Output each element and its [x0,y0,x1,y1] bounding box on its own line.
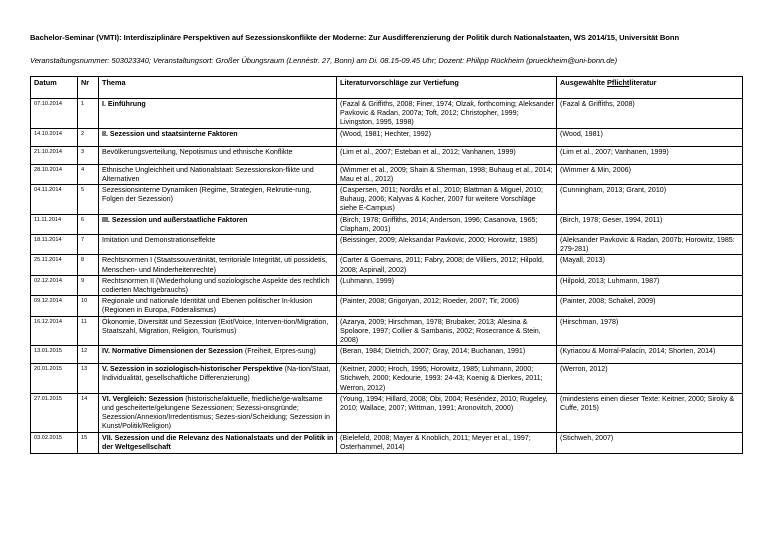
column-header-nr: Nr [78,77,99,99]
date-cell: 09.12.2014 [31,296,78,316]
literature-cell: (Bielefeld, 2008; Mayer & Knoblich, 2011; Meyer et al., 1997; Osterhammel, 2014) [337,432,557,453]
topic-text: Regionale und nationale Identität und Ebenen politischer In-klusion (Regionen in Europa, Föderalismus) [102,297,313,315]
header-text-underlined: Pflicht [607,78,630,87]
required-reading-cell: (Aleksander Pavkovic & Radan, 2007b; Horowitz, 1985: 279-281) [557,235,743,255]
required-reading-cell: (Hirschman, 1978) [557,316,743,346]
topic-text: Ökonomie, Diversität und Sezession (Exit/Voice, Interven-tion/Migration, Staatszahl, Migration, Religion, Tourismus) [102,317,329,335]
date-cell: 16.12.2014 [31,316,78,346]
topic-cell [99,346,337,364]
date-cell: 14.10.2014 [31,128,78,146]
required-reading-cell: (Stichweh, 2007) [557,432,743,453]
literature-cell: (Lim et al., 2007; Esteban et al., 2012; Vanhanen, 1999) [337,146,557,164]
session-number-cell: 3 [78,146,99,164]
topic-text: Sezessionsinterne Dynamiken (Regime, Strategien, Rekrutie-rung, Folgen der Sezession) [102,186,312,204]
date-cell: 28.10.2014 [31,164,78,184]
literature-cell: (Fazal & Griffiths, 2008; Finer, 1974; Olzak, forthcoming; Aleksander Pavkovic & Radan, 2007a; Toft, 2012; Christopher, 1999; Livingston, 1995, 1998) [337,99,557,129]
topic-cell [99,255,337,275]
column-header-pflichtliteratur [557,77,743,99]
session-number-cell: 8 [78,255,99,275]
topic-text: Rechtsnormen I (Staatssouveränität, territoriale Integrität, uti possidetis, Menschen- und Minderheitenrechte) [102,256,328,274]
literature-cell: (Carter & Goemans, 2011; Fabry, 2008; de Villiers, 2012; Hilpold, 2008; Aspinall, 2002) [337,255,557,275]
topic-text: (Freiheit, Erpres-sung) [242,347,316,356]
topic-cell [99,432,337,453]
required-reading-cell: (mindestens einen dieser Texte: Keitner, 2000; Siroky & Cuffe, 2015) [557,393,743,432]
topic-text: Rechtsnormen II (Wiederholung und soziologische Aspekte des rechtlich codierten Machtgebrauchs) [102,276,330,295]
required-reading-cell: (Cunningham, 2013; Grant, 2010) [557,185,743,215]
table-row [31,364,743,394]
session-number-cell: 12 [78,346,99,364]
topic-cell [99,146,337,164]
table-header-row [31,77,743,99]
required-reading-cell: (Mayall, 2013) [557,255,743,275]
session-number-cell: 11 [78,316,99,346]
session-number-cell: 15 [78,432,99,453]
required-reading-cell: (Wood, 1981) [557,128,743,146]
literature-cell: (Azarya, 2009; Hirschman, 1978; Brubaker, 2013; Alesina & Spolaore, 1997; Collier & Sambanis, 2002; Rosecrance & Stein, 2008) [337,316,557,346]
table-row [31,99,743,129]
date-cell: 04.11.2014 [31,185,78,215]
table-row [31,346,743,364]
literature-cell: (Birch, 1978; Griffiths, 2014; Anderson, 1996; Casanova, 1965; Clapham, 2001) [337,214,557,234]
table-row [31,275,743,295]
topic-cell [99,164,337,184]
table-row [31,432,743,453]
literature-cell: (Wood, 1981; Hechter, 1992) [337,128,557,146]
table-row [31,235,743,255]
literature-cell: (Luhmann, 1999) [337,275,557,295]
seminar-schedule-table [30,76,743,454]
topic-cell [99,316,337,346]
required-reading-cell: (Birch, 1978; Geser, 1994, 2011) [557,214,743,234]
session-number-cell: 1 [78,99,99,129]
topic-text: (historische/aktuelle, friedliche/ge-waltsame und gescheiterte/gelungene Sezessionen; Sezessi-onsgründe; Sezession/Annexion/Irredentismus; Sezes-sion/Scheidung; Sezession in Kunst/Politik/Religion) [102,394,330,431]
topic-cell [99,364,337,394]
topic-heading: IV. Normative Dimensionen der Sezession [102,347,243,356]
topic-heading: VI. Vergleich: Sezession [102,394,184,403]
topic-cell [99,296,337,316]
topic-text: (Na-tion/Staat, Individualität, gesellschaftliche Differenzierung) [102,365,331,383]
required-reading-cell: (Painter, 2008; Schakel, 2009) [557,296,743,316]
literature-cell: (Young, 1994; Hillard, 2008; Obi, 2004; Reséndez, 2010; Rugeley, 2010; Wallace, 2007; Wittman, 1991; Aronovitch, 2000) [337,393,557,432]
table-row [31,296,743,316]
table-row [31,255,743,275]
session-number-cell: 14 [78,393,99,432]
required-reading-cell: (Wimmer & Min, 2006) [557,164,743,184]
topic-cell [99,275,337,295]
literature-cell: (Wimmer et al., 2009; Shain & Sherman, 1998; Buhaug et al., 2014; Mau et al., 2012) [337,164,557,184]
topic-heading: III. Sezession und außerstaatliche Faktoren [102,215,248,224]
topic-heading: II. Sezession und staatsinterne Faktoren [102,129,238,138]
table-row [31,164,743,184]
table-row [31,185,743,215]
session-number-cell: 7 [78,235,99,255]
session-number-cell: 6 [78,214,99,234]
column-header-literatur: Literaturvorschläge zur Vertiefung [337,77,557,99]
required-reading-cell: (Werron, 2012) [557,364,743,394]
required-reading-cell: (Kyriacou & Morral-Palacín, 2014; Shorten, 2014) [557,346,743,364]
session-number-cell: 5 [78,185,99,215]
literature-cell: (Keitner, 2000; Hroch, 1995; Horowitz, 1985; Luhmann, 2000; Stichweh, 2000; Kedourie, 1993: 24-43; Koenig & Dierkes, 2011; Werron, 2012) [337,364,557,394]
session-number-cell: 4 [78,164,99,184]
session-number-cell: 2 [78,128,99,146]
document-title: Bachelor-Seminar (VMTI): Interdisziplinäre Perspektiven auf Sezessionskonflikte der Moderne: Zur Ausdifferenzierung der Politik durch Nationalstaaten, WS 2014/15, Universität Bonn [30,33,680,42]
topic-heading: VII. Sezession und die Relevanz des Nationalstaats und der Politik in der Weltgesellschaft [102,433,334,451]
date-cell: 25.11.2014 [31,255,78,275]
topic-text: Ethnische Ungleichheit und Nationalstaat: Sezessionskon-flikte und Alternativen [102,165,314,183]
column-header-thema: Thema [99,77,337,99]
table-row [31,146,743,164]
topic-text: Imitation und Demonstrationseffekte [102,236,216,245]
session-number-cell: 9 [78,275,99,295]
table-row [31,128,743,146]
date-cell: 02.12.2014 [31,275,78,295]
topic-cell [99,185,337,215]
topic-cell [99,99,337,129]
topic-text: Bevölkerungsverteilung, Nepotismus und ethnische Konflikte [102,147,293,156]
course-info: Veranstaltungsnummer: 503023340; Veranstaltungsort: Großer Übungsraum (Lennéstr. 27, Bonn) am Di. 08.15-09.45 Uhr; Dozent: Philipp Rückheim (prueckheim@uni-bonn.de) [30,56,618,65]
required-reading-cell: (Hilpold, 2013; Luhmann, 1987) [557,275,743,295]
topic-cell [99,128,337,146]
table-row [31,316,743,346]
topic-cell [99,235,337,255]
topic-heading: I. Einführung [102,100,146,108]
date-cell: 21.10.2014 [31,146,78,164]
literature-cell: (Beran, 1984; Dietrich, 2007; Gray, 2014; Buchanan, 1991) [337,346,557,364]
date-cell: 11.11.2014 [31,214,78,234]
literature-cell: (Caspersen, 2011; Nordås et al., 2010; Blattman & Miguel, 2010; Buhaug, 2006; Kalyvas & Kocher, 2007 für weitere Vorschläge siehe E-Campus) [337,185,557,215]
topic-heading: V. Sezession in soziologisch-historischer Perspektive [102,365,283,374]
session-number-cell: 13 [78,364,99,394]
date-cell: 03.02.2015 [31,432,78,453]
required-reading-cell: (Fazal & Griffiths, 2008) [557,99,743,129]
literature-cell: (Beissinger, 2009; Aleksandar Pavkovic, 2000; Horowitz, 1985) [337,235,557,255]
literature-cell: (Painter, 2008; Grigoryan, 2012; Roeder, 2007; Tir, 2006) [337,296,557,316]
date-cell: 27.01.2015 [31,393,78,432]
header-text: Ausgewählte [560,78,608,87]
topic-cell [99,393,337,432]
session-number-cell: 10 [78,296,99,316]
header-text: literatur [629,78,657,87]
table-row [31,214,743,234]
date-cell: 07.10.2014 [31,99,78,129]
column-header-datum: Datum [31,77,78,99]
date-cell: 18.11.2014 [31,235,78,255]
topic-cell [99,214,337,234]
date-cell: 13.01.2015 [31,346,78,364]
table-row [31,393,743,432]
date-cell: 20.01.2015 [31,364,78,394]
required-reading-cell: (Lim et al., 2007; Vanhanen, 1999) [557,146,743,164]
